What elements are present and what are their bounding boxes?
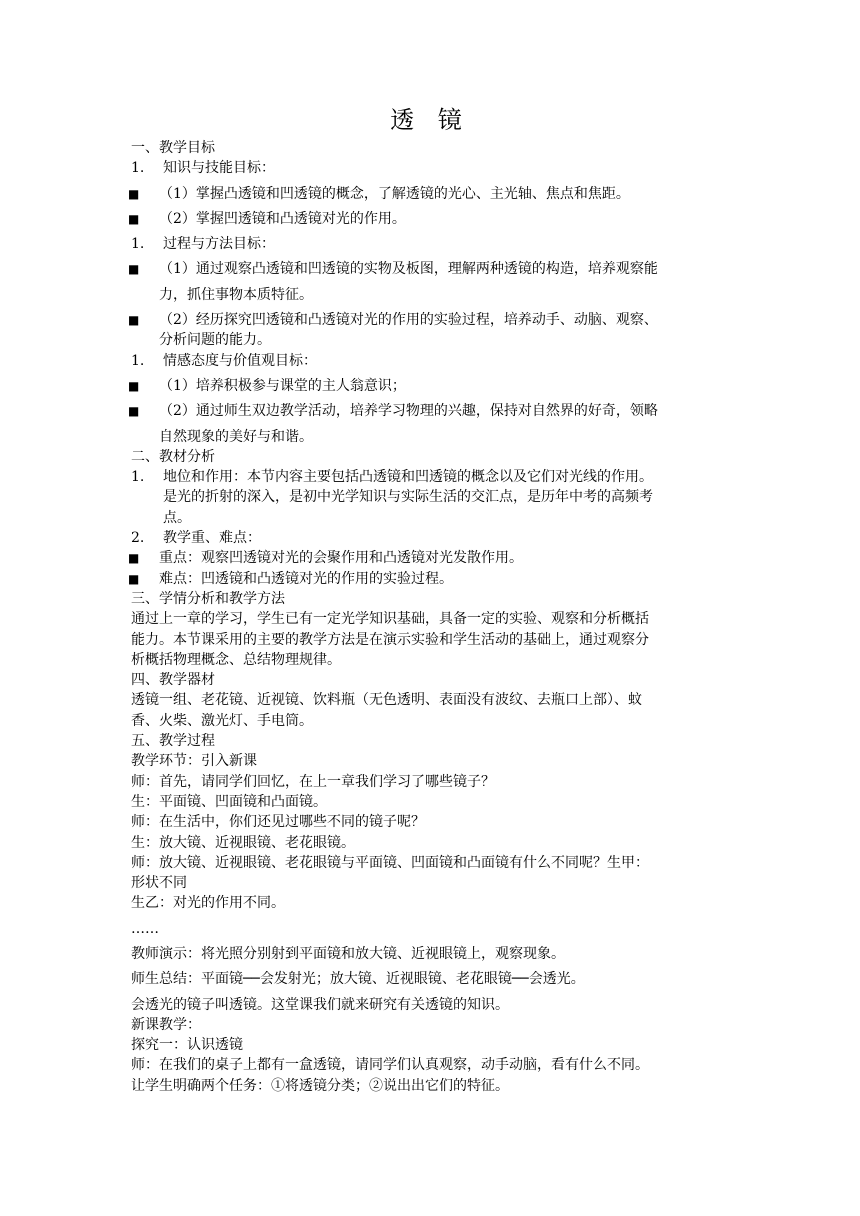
bullet-item (128, 401, 731, 421)
paragraph-line: 师：首先，请同学们回忆，在上一章我们学习了哪些镜子？ (131, 773, 495, 790)
numbered-item (131, 234, 731, 254)
bullet-item (128, 376, 731, 396)
paragraph-line: 教师演示：将光照分别射到平面镜和放大镜、近视眼镜上，观察现象。 (131, 945, 565, 962)
list-item-continuation: 自然现象的美好与和谐。 (159, 428, 313, 445)
list-item-text: （1）通过观察凸透镜和凹透镜的实物及板图，理解两种透镜的构造，培养观察能 (159, 261, 658, 278)
section-heading-equipment: 四、教学器材 (131, 672, 215, 689)
numbered-item (131, 351, 731, 371)
paragraph-line: 形状不同 (131, 875, 187, 892)
square-bullet-icon: ■ (128, 551, 140, 566)
list-item-text: 教学重、难点： (163, 530, 261, 547)
list-number: 2. (131, 530, 145, 547)
square-bullet-icon: ■ (128, 186, 140, 201)
document-title: 透 镜 (390, 106, 470, 134)
square-bullet-icon: ■ (128, 262, 140, 277)
paragraph-line: 能力。本节课采用的主要的教学方法是在演示实验和学生活动的基础上，通过观察分 (131, 631, 649, 648)
list-item-text: 难点：凹透镜和凸透镜对光的作用的实验过程。 (159, 570, 453, 587)
bullet-item (128, 259, 731, 279)
list-item-continuation: 是光的折射的深入，是初中光学知识与实际生活的交汇点，是历年中考的高频考 (163, 489, 653, 506)
numbered-item (131, 467, 731, 487)
section-heading-materials: 二、教材分析 (131, 448, 215, 465)
paragraph-line: 探究一：认识透镜 (131, 1037, 243, 1054)
section-heading-process: 五、教学过程 (131, 733, 215, 750)
paragraph-line: 通过上一章的学习，学生已有一定光学知识基础，具备一定的实验、观察和分析概括 (131, 611, 649, 628)
paragraph-line: 析概括物理概念、总结物理规律。 (131, 651, 341, 668)
paragraph-line: 师：在我们的桌子上都有一盒透镜，请同学们认真观察，动手动脑，看有什么不同。 (131, 1057, 649, 1074)
list-item-text: （2）通过师生双边教学活动，培养学习物理的兴趣，保持对自然界的好奇，领略 (159, 403, 658, 420)
list-number: 1. (131, 160, 145, 177)
bullet-item (128, 569, 731, 589)
square-bullet-icon: ■ (128, 378, 140, 393)
list-item-text: 知识与技能目标： (163, 160, 275, 177)
paragraph-line: 师：在生活中，你们还见过哪些不同的镜子呢？ (131, 814, 425, 831)
list-item-text: 情感态度与价值观目标： (163, 352, 317, 369)
square-bullet-icon: ■ (128, 313, 140, 328)
list-item-continuation: 力，抓住事物本质特征。 (159, 286, 313, 303)
section-heading-goals: 一、教学目标 (131, 140, 215, 156)
square-bullet-icon: ■ (128, 404, 140, 419)
bullet-item (128, 184, 731, 204)
list-item-text: （2）掌握凹透镜和凸透镜对光的作用。 (159, 210, 406, 227)
paragraph-line: 香、火柴、激光灯、手电筒。 (131, 712, 313, 729)
section-heading-analysis: 三、学情分析和教学方法 (131, 590, 285, 607)
paragraph-line: 会透光的镜子叫透镜。这堂课我们就来研究有关透镜的知识。 (131, 996, 509, 1013)
bullet-item (128, 310, 731, 330)
list-item-text: （2）经历探究凹透镜和凸透镜对光的作用的实验过程，培养动手、动脑、观察、 (159, 312, 658, 329)
list-number: 1. (131, 236, 145, 253)
list-item-text: 过程与方法目标： (163, 236, 275, 253)
bullet-item (128, 548, 731, 568)
list-item-continuation: 分析问题的能力。 (159, 332, 271, 349)
paragraph-line: 教学环节：引入新课 (131, 753, 257, 770)
list-number: 1. (131, 469, 145, 486)
list-item-continuation: 点。 (163, 509, 191, 526)
bullet-item (128, 209, 731, 229)
paragraph-line: 生乙：对光的作用不同。 (131, 895, 285, 912)
list-item-text: 重点：观察凹透镜对光的会聚作用和凸透镜对光发散作用。 (159, 550, 523, 567)
numbered-item (131, 158, 731, 178)
paragraph-line: 师：放大镜、近视眼镜、老花眼镜与平面镜、凹面镜和凸面镜有什么不同呢？生甲： (131, 854, 649, 871)
paragraph-line: 生：平面镜、凹面镜和凸面镜。 (131, 793, 327, 810)
list-item-text: （1）掌握凸透镜和凹透镜的概念，了解透镜的光心、主光轴、焦点和焦距。 (159, 185, 630, 202)
square-bullet-icon: ■ (128, 211, 140, 226)
list-item-text: 地位和作用：本节内容主要包括凸透镜和凹透镜的概念以及它们对光线的作用。 (163, 469, 653, 486)
list-number: 1. (131, 352, 145, 369)
list-item-text: （1）培养积极参与课堂的主人翁意识； (159, 377, 406, 394)
paragraph-line: 师生总结：平面镜──会发射光；放大镜、近视眼镜、老花眼镜──会透光。 (131, 971, 585, 988)
paragraph-line: 让学生明确两个任务：①将透镜分类；②说出出它们的特征。 (131, 1077, 509, 1094)
paragraph-line: 新课教学： (131, 1016, 201, 1033)
numbered-item (131, 528, 731, 548)
ellipsis-line: …… (131, 920, 159, 937)
paragraph-line: 生：放大镜、近视眼镜、老花眼镜。 (131, 834, 355, 851)
square-bullet-icon: ■ (128, 571, 140, 586)
paragraph-line: 透镜一组、老花镜、近视镜、饮料瓶（无色透明、表面没有波纹、去瓶口上部）、蚊 (131, 692, 642, 709)
document-body (128, 138, 731, 1096)
